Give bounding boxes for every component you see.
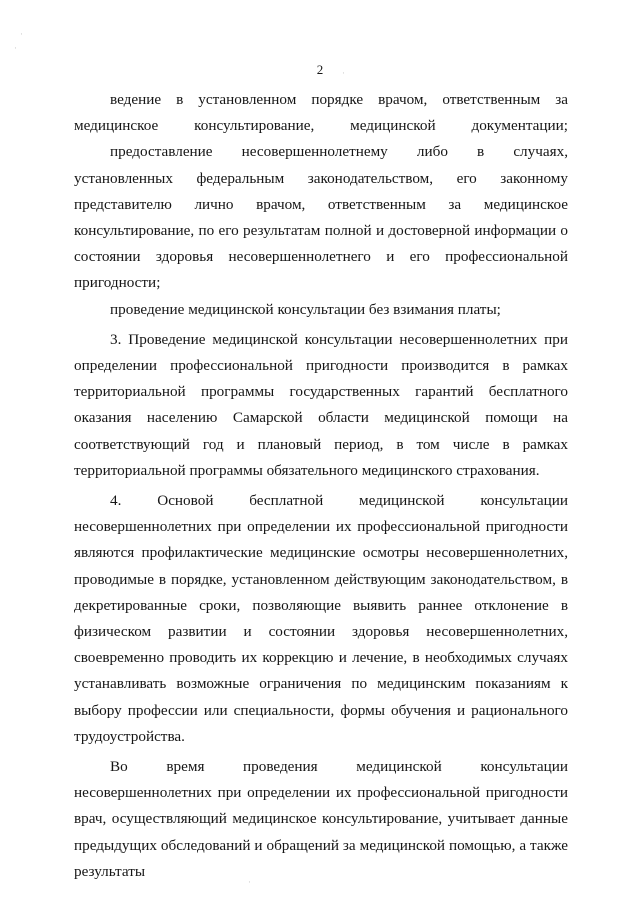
page-number: 2	[316, 62, 324, 77]
paragraph-item-3: 3. Проведение медицинской консультации несовершеннолетних при определении профессиональной пригодности производится в рамках территориальной программы государственных гарантий бесплатного оказания населению Самарской области медицинской помощи на соответствующий год и плановый период, в том числе в рамках территориальной программы обязательного медицинского страхования.	[74, 330, 568, 479]
scan-speck: ·	[248, 877, 251, 887]
scan-speck: ·	[342, 68, 345, 78]
paragraph-consultation-doctor: Во время проведения медицинской консультации несовершеннолетних при определении их профессиональной пригодности врач, осуществляющий медицинское консультирование, учитывает данные предыдущих обследований и обращений за медицинской помощью, а также результаты	[74, 758, 568, 880]
paragraph-free-of-charge: проведение медицинской консультации без взимания платы;	[110, 300, 501, 318]
paragraph-item-4: 4. Основой бесплатной медицинской консультации несовершеннолетних при определении их профессиональной пригодности являются профилактические медицинские осмотры несовершеннолетних, проводимые в порядке, установленном действующим законодательством, в декретированные сроки, позволяющие выявить раннее отклонение в физическом развитии и состоянии здоровья несовершеннолетних, своевременно проводить их коррекцию и лечение, в необходимых случаях устанавливать возможные ограничения по медицинским показаниям к выбору профессии или специальности, формы обучения и рационального трудоустройства.	[74, 492, 568, 745]
document-body	[74, 87, 568, 885]
scan-speck: ·	[14, 43, 17, 53]
paragraph-medical-documentation: ведение в установленном порядке врачом, ответственным за медицинское консультирование, медицинской документации;	[74, 91, 568, 135]
scan-speck: ·	[20, 29, 23, 39]
paragraph-information-provision: предоставление несовершеннолетнему либо в случаях, установленных федеральным законодательством, его законному представителю лично врачом, ответственным за медицинское консультирование, по его результатам полной и достоверной информации о состоянии здоровья несовершеннолетнего и его профессиональной пригодности;	[74, 143, 568, 292]
